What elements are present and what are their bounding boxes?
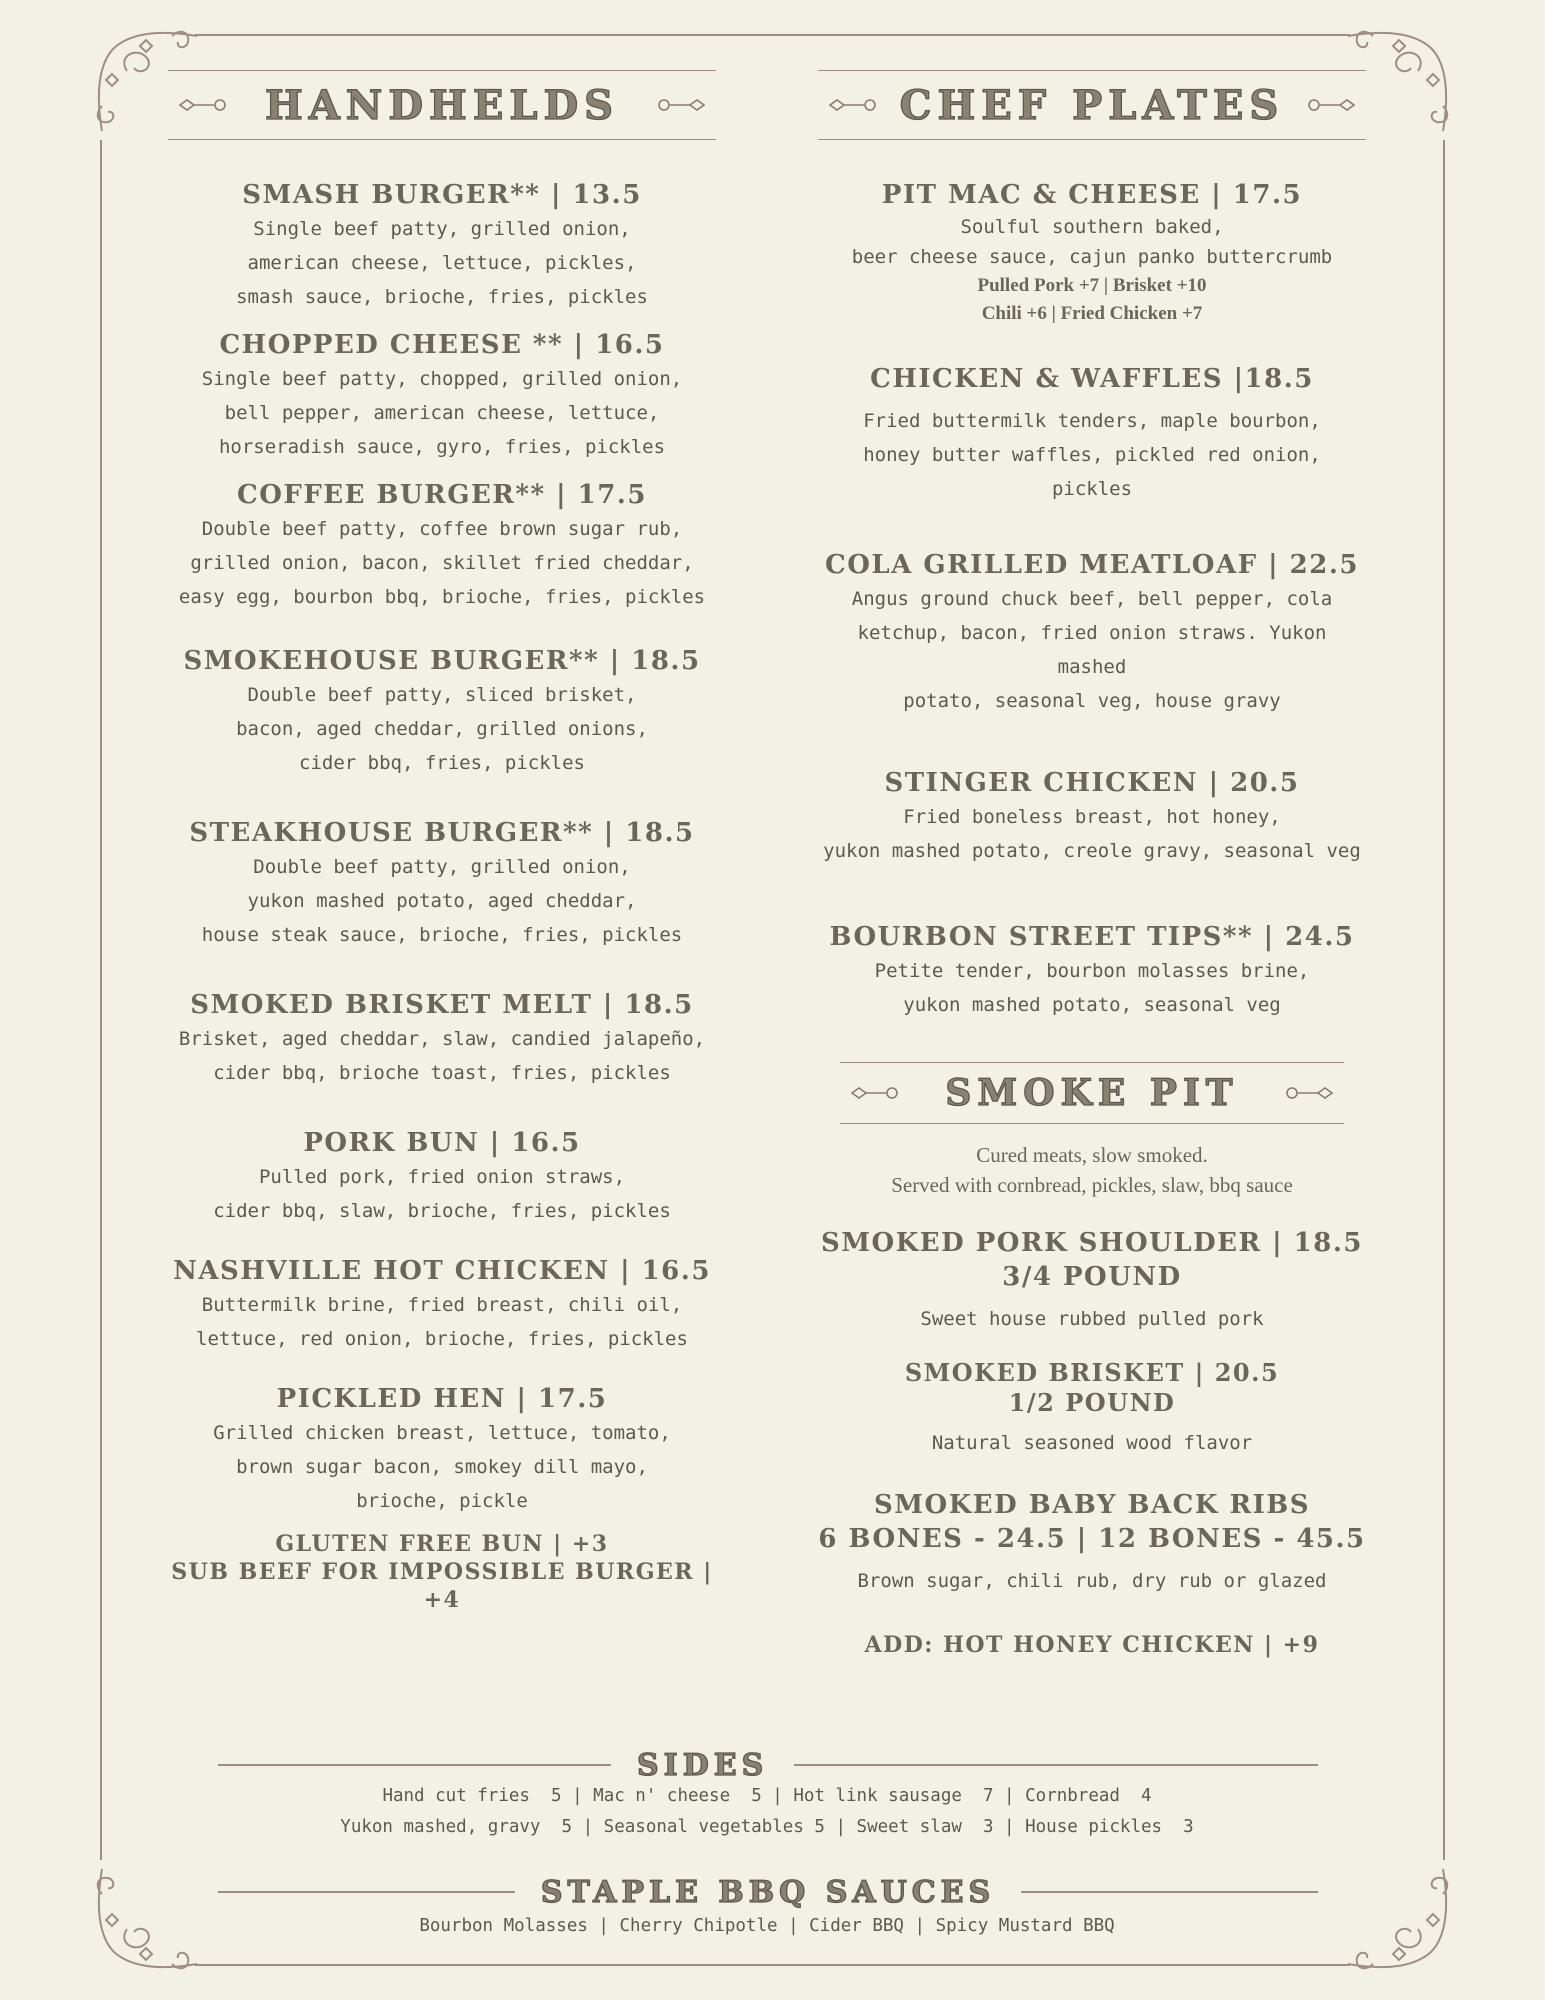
menu-item [818,1488,1366,1598]
item-desc-line: brioche, pickle [356,1490,528,1512]
item-desc-line: yukon mashed potato, seasonal veg [903,994,1281,1016]
addon-gluten-free: GLUTEN FREE BUN | +3 [275,1531,609,1557]
menu-item [818,766,1366,868]
item-name: SMOKEHOUSE BURGER** | 18.5 [183,646,701,676]
handhelds-addons [168,1530,716,1614]
item-desc-line: Grilled chicken breast, lettuce, tomato, [213,1422,671,1444]
item-desc-line: Single beef patty, chopped, grilled onion, [201,368,683,390]
menu-item [818,178,1366,328]
menu-item [818,548,1366,718]
item-name: NASHVILLE HOT CHICKEN | 16.5 [173,1256,711,1286]
item-desc-line: Double beef patty, sliced brisket, [247,684,637,706]
item-desc-line: Buttermilk brine, fried breast, chili oil, [201,1294,683,1316]
flourish-right-icon [1282,1084,1334,1102]
addon-impossible: SUB BEEF FOR IMPOSSIBLE BURGER | +4 [171,1559,713,1613]
sauces-rule-left [218,1891,515,1893]
item-desc-line: Fried boneless breast, hot honey, [903,806,1281,828]
handhelds-column [168,70,716,1614]
item-name: SMOKED BRISKET MELT | 18.5 [190,990,694,1020]
item-desc-line: easy egg, bourbon bbq, brioche, fries, pickles [178,586,706,608]
menu-item [168,1126,716,1228]
item-name: CHICKEN & WAFFLES |18.5 [870,364,1314,394]
flourish-right-icon [1304,96,1356,114]
item-name: PIT MAC & CHEESE | 17.5 [881,180,1303,210]
item-desc-line: house steak sauce, brioche, fries, pickles [201,924,683,946]
chef-plates-title: CHEF PLATES [899,81,1285,129]
flourish-left-icon [828,96,880,114]
sides-header [218,1745,1318,1785]
item-desc-line: honey butter waffles, pickled red onion, pickles [863,444,1321,500]
item-desc-line: Sweet house rubbed pulled pork [920,1308,1264,1330]
item-desc-line: Petite tender, bourbon molasses brine, [874,960,1310,982]
sides-line: Yukon mashed, gravy 5 | Seasonal vegetables 5 | Sweet slaw 3 | House pickles 3 [340,1817,1194,1837]
menu-item [168,816,716,952]
item-name: COLA GRILLED MEATLOAF | 22.5 [825,550,1359,580]
item-name: SMASH BURGER** | 13.5 [242,180,642,210]
item-desc-line: potato, seasonal veg, house gravy [903,690,1281,712]
item-desc-line: horseradish sauce, gyro, fries, pickles [218,436,666,458]
item-desc-line: Soulful southern baked, [960,216,1224,238]
item-name: STINGER CHICKEN | 20.5 [884,768,1300,798]
item-desc-line: Single beef patty, grilled onion, [253,218,631,240]
flourish-left-icon [178,96,230,114]
item-desc-line: beer cheese sauce, cajun panko buttercrumb [851,246,1333,268]
item-desc-line: brown sugar bacon, smokey dill mayo, [236,1456,648,1478]
menu-item [168,644,716,780]
item-name: PICKLED HEN | 17.5 [276,1384,608,1414]
item-desc-line: Brown sugar, chili rub, dry rub or glazed [857,1570,1327,1592]
sauces-header [218,1872,1318,1912]
item-name: SMOKED BRISKET | 20.5 [904,1358,1280,1387]
item-desc-line: smash sauce, brioche, fries, pickles [236,286,648,308]
sauces-line: Bourbon Molasses | Cherry Chipotle | Cider BBQ | Spicy Mustard BBQ [419,1916,1115,1936]
smoke-pit-intro [818,1140,1366,1200]
item-portion: 1/2 POUND [1008,1388,1176,1417]
item-name: CHOPPED CHEESE ** | 16.5 [219,330,665,360]
sides-rule-right [794,1764,1318,1766]
menu-item [168,1254,716,1356]
item-desc-line: Pulled pork, fried onion straws, [258,1166,626,1188]
item-desc-line: bell pepper, american cheese, lettuce, [224,402,660,424]
item-extras-line: Pulled Pork +7 | Brisket +10 [977,275,1207,296]
item-name: STEAKHOUSE BURGER** | 18.5 [189,818,695,848]
item-name: SMOKED PORK SHOULDER | 18.5 [821,1228,1363,1258]
frame-left-line [100,140,102,1860]
item-desc-line: Brisket, aged cheddar, slaw, candied jalapeño, [178,1028,706,1050]
smoke-pit-addon: ADD: HOT HONEY CHICKEN | +9 [864,1632,1320,1658]
flourish-left-icon [850,1084,902,1102]
menu-item [818,920,1366,1022]
menu-item [818,1226,1366,1336]
item-desc-line: Double beef patty, grilled onion, [253,856,631,878]
item-desc-line: yukon mashed potato, creole gravy, seasonal veg [823,840,1361,862]
frame-right-line [1443,140,1445,1860]
item-desc-line: grilled onion, bacon, skillet fried cheddar, [190,552,694,574]
item-desc-line: Double beef patty, coffee brown sugar rub, [201,518,683,540]
menu-item [168,328,716,464]
smoke-pit-intro-line: Cured meats, slow smoked. [976,1143,1208,1167]
item-name: SMOKED BABY BACK RIBS [873,1490,1310,1520]
chef-plates-header [818,70,1366,140]
item-name: PORK BUN | 16.5 [303,1128,581,1158]
item-desc-line: lettuce, red onion, brioche, fries, pickles [196,1328,688,1350]
sides-rule-left [218,1764,611,1766]
menu-item [818,1358,1366,1460]
menu-item [168,1382,716,1518]
sauces-rule-right [1021,1891,1318,1893]
item-desc-line: cider bbq, fries, pickles [299,752,585,774]
item-extras-line: Chili +6 | Fried Chicken +7 [981,303,1203,324]
item-name: BOURBON STREET TIPS** | 24.5 [829,922,1355,952]
frame-top-line [195,34,1350,36]
chef-plates-column [818,70,1366,1662]
flourish-right-icon [654,96,706,114]
item-desc-line: ketchup, bacon, fried onion straws. Yukon mashed [857,622,1327,678]
item-desc-line: cider bbq, brioche toast, fries, pickles [213,1062,671,1084]
item-desc-line: yukon mashed potato, aged cheddar, [247,890,637,912]
handhelds-header [168,70,716,140]
item-name: COFFEE BURGER** | 17.5 [237,480,647,510]
frame-bottom-line [195,1964,1350,1966]
smoke-pit-header [840,1062,1344,1124]
item-desc-line: Fried buttermilk tenders, maple bourbon, [863,410,1321,432]
item-desc-line: Natural seasoned wood flavor [931,1432,1253,1454]
handhelds-title: HANDHELDS [264,81,620,129]
smoke-pit-intro-line: Served with cornbread, pickles, slaw, bbq sauce [891,1173,1293,1197]
item-portion: 6 BONES - 24.5 | 12 BONES - 45.5 [818,1524,1366,1554]
sides-title: SIDES [637,1747,769,1783]
item-desc-line: cider bbq, slaw, brioche, fries, pickles [213,1200,671,1222]
menu-item [818,362,1366,506]
item-portion: 3/4 POUND [1002,1262,1182,1292]
sides-line: Hand cut fries 5 | Mac n' cheese 5 | Hot link sausage 7 | Cornbread 4 [382,1786,1152,1806]
menu-item [168,478,716,614]
smoke-pit-title: SMOKE PIT [945,1072,1239,1114]
sauces-title: STAPLE BBQ SAUCES [540,1874,996,1910]
menu-item [168,988,716,1090]
item-desc-line: bacon, aged cheddar, grilled onions, [236,718,648,740]
item-desc-line: american cheese, lettuce, pickles, [247,252,637,274]
item-desc-line: Angus ground chuck beef, bell pepper, cola [851,588,1333,610]
menu-item [168,178,716,314]
